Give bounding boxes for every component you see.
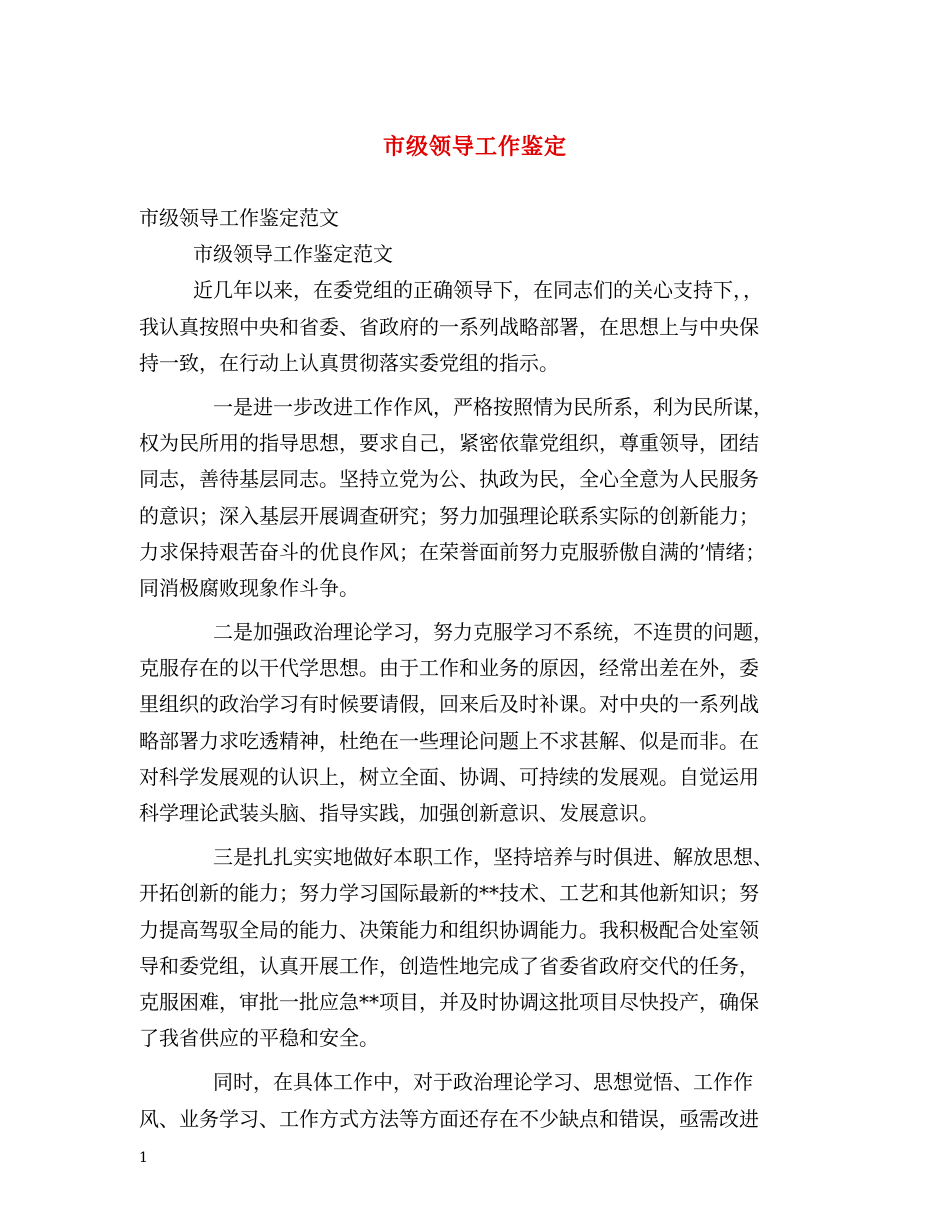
paragraph-gap [139,831,821,839]
paragraph-line: 持一致，在行动上认真贯彻落实委党组的指示。 [139,350,559,375]
paragraph-line: 同时，在具体工作中，对于政治理论学习、思想觉悟、工作作 [213,1070,753,1095]
page-number: 1 [139,1150,148,1166]
paragraph-line: 力求保持艰苦奋斗的优良作风；在荣誉面前努力克服骄傲自满的’情绪； [139,539,766,564]
paragraph-5 [139,1064,821,1136]
paragraph-line: 克服存在的以干代学思想。由于工作和业务的原因，经常出差在外，委 [139,656,759,681]
paragraph-gap [139,1056,821,1064]
paragraph-line: 风、业务学习、工作方式方法等方面还存在不少缺点和错误，亟需改进 [139,1106,759,1131]
paragraph-line: 力提高驾驭全局的能力、决策能力和组织协调能力。我积极配合处室领 [139,917,759,942]
paragraph-line: 三是扎扎实实地做好本职工作，坚持培养与时俱进、解放思想、 [213,845,773,870]
paragraph-line: 近几年以来，在委党组的正确领导下，在同志们的关心支持下，， [193,278,763,303]
subtitle-line: 市级领导工作鉴定范文 [139,206,339,230]
paragraph-line: 我认真按照中央和省委、省政府的一系列战略部署，在思想上与中央保 [139,314,759,339]
subtitle-line-indented: 市级领导工作鉴定范文 [193,242,393,267]
paragraph-gap [139,381,821,389]
paragraph-line: 同消极腐败现象作斗争。 [139,575,359,600]
paragraph-gap [139,606,821,614]
paragraph-line: 略部署力求吃透精神，杜绝在一些理论问题上不求甚解、似是而非。在 [139,728,759,753]
paragraph-4 [139,839,821,1056]
paragraph-line: 克服困难，审批一批应急**项目，并及时协调这批项目尽快投产，确保 [139,989,759,1014]
paragraph-line: 同志，善待基层同志。坚持立党为公、执政为民，全心全意为人民服务 [139,467,759,492]
paragraph-line: 一是进一步改进工作作风，严格按照情为民所系，利为民所谋， [213,394,773,419]
paragraph-line: 里组织的政治学习有时候要请假，回来后及时补课。对中央的一系列战 [139,692,759,717]
document-body [139,200,821,1137]
paragraph-line: 的意识；深入基层开展调查研究；努力加强理论联系实际的创新能力； [139,503,759,528]
paragraph-line: 开拓创新的能力；努力学习国际最新的**技术、工艺和其他新知识；努 [139,881,759,906]
paragraph-1 [139,272,821,381]
paragraph-line: 导和委党组，认真开展工作，创造性地完成了省委省政府交代的任务， [139,953,759,978]
paragraph-3 [139,614,821,831]
paragraph-line: 了我省供应的平稳和安全。 [139,1026,379,1051]
paragraph-line: 对科学发展观的认识上，树立全面、协调、可持续的发展观。自觉运用 [139,764,759,789]
paragraph-line: 权为民所用的指导思想，要求自己，紧密依靠党组织，尊重领导，团结 [139,431,759,456]
paragraph-line: 二是加强政治理论学习，努力克服学习不系统，不连贯的问题， [213,620,773,645]
paragraph-2 [139,389,821,606]
paragraph-line: 科学理论武装头脑、指导实践，加强创新意识、发展意识。 [139,801,659,825]
document-title: 市级领导工作鉴定 [382,135,567,160]
